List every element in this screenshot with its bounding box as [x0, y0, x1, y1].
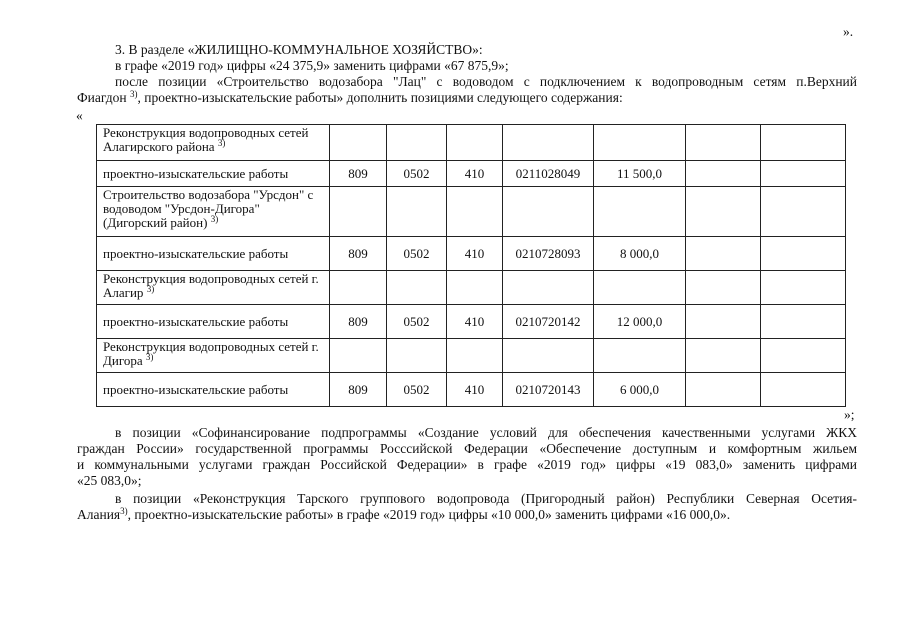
target-article-cell [503, 125, 594, 161]
ministry-code-cell [330, 339, 387, 373]
para2-line-1: в позиции «Реконструкция Тарского группового водопровода (Пригородный район) Республики Северная Осетия- [115, 491, 857, 506]
expense-type-cell: 410 [447, 305, 503, 339]
section-line-3-pre: Фиагдон [77, 90, 127, 105]
position-name-cell [97, 339, 330, 373]
ministry-code-cell [330, 187, 387, 237]
empty-cell [761, 125, 846, 161]
position-name-cell [97, 305, 330, 339]
expense-type-cell: 410 [447, 237, 503, 271]
table-row [97, 373, 846, 407]
position-name-cell [97, 373, 330, 407]
amount-cell [594, 271, 686, 305]
para1-line-3: и коммунальными услугами граждан Российской Федерации» в графе «2019 год» цифры «19 083,0» заменить цифрами [77, 457, 857, 472]
ministry-code-cell: 809 [330, 373, 387, 407]
footnote-mark: 3) [145, 352, 154, 362]
target-article-cell [503, 339, 594, 373]
empty-cell [686, 187, 761, 237]
empty-cell [686, 237, 761, 271]
table-row [97, 339, 846, 373]
section-line-3 [77, 90, 623, 106]
position-name-cell [97, 161, 330, 187]
target-article-cell: 0211028049 [503, 161, 594, 187]
section-line-3-post: , проектно-изыскательские работы» дополнить позициями следующего содержания: [137, 90, 623, 105]
ministry-code-cell: 809 [330, 237, 387, 271]
empty-cell [761, 373, 846, 407]
para1-line-2: граждан России» государственной программы Росссийской Федерации «Обеспечение доступным и комфортным жильем [77, 441, 857, 456]
table-row [97, 237, 846, 271]
position-name: проектно-изыскательские работы [103, 381, 289, 397]
amount-cell: 11 500,0 [594, 161, 686, 187]
section-code-cell: 0502 [387, 305, 447, 339]
empty-cell [686, 125, 761, 161]
empty-cell [761, 161, 846, 187]
table-open-quote: « [76, 108, 83, 123]
table-row [97, 271, 846, 305]
empty-cell [761, 305, 846, 339]
position-name-cell [97, 237, 330, 271]
expense-type-cell [447, 187, 503, 237]
position-name: проектно-изыскательские работы [103, 313, 289, 329]
ministry-code-cell [330, 271, 387, 305]
empty-cell [686, 339, 761, 373]
table-row [97, 305, 846, 339]
para2-line-2-pre: Алания [77, 507, 121, 522]
section-code-cell [387, 339, 447, 373]
para1-line-1: в позиции «Софинансирование подпрограммы «Создание условий для обеспечения качественными услугами ЖКХ [115, 425, 857, 440]
empty-cell [761, 271, 846, 305]
target-article-cell: 0210720143 [503, 373, 594, 407]
empty-cell [686, 373, 761, 407]
table-row [97, 125, 846, 161]
empty-cell [686, 305, 761, 339]
expense-type-cell [447, 125, 503, 161]
position-name-cell [97, 271, 330, 305]
amount-cell [594, 187, 686, 237]
ministry-code-cell: 809 [330, 305, 387, 339]
section-code-cell [387, 271, 447, 305]
ministry-code-cell [330, 125, 387, 161]
target-article-cell [503, 271, 594, 305]
section-code-cell [387, 125, 447, 161]
empty-cell [686, 271, 761, 305]
section-code-cell: 0502 [387, 373, 447, 407]
section-code-cell [387, 187, 447, 237]
section-line-1: в графе «2019 год» цифры «24 375,9» заменить цифрами «67 875,9»; [115, 58, 509, 73]
position-name: Реконструкция водопроводных сетей г. Алагир [103, 271, 319, 300]
amount-cell: 8 000,0 [594, 237, 686, 271]
expense-type-cell: 410 [447, 161, 503, 187]
empty-cell [761, 339, 846, 373]
top-closing-quote: ». [843, 24, 854, 39]
section-heading: 3. В разделе «ЖИЛИЩНО-КОММУНАЛЬНОЕ ХОЗЯЙСТВО»: [115, 42, 483, 57]
empty-cell [761, 187, 846, 237]
target-article-cell: 0210720142 [503, 305, 594, 339]
footnote-mark: 3) [217, 138, 226, 148]
section-line-2: после позиции «Строительство водозабора "Лац" с водоводом с подключением к водопроводным сетям п.Верхний [115, 74, 857, 89]
expense-type-cell [447, 271, 503, 305]
footnote-mark: 3) [210, 214, 219, 224]
expense-type-cell: 410 [447, 373, 503, 407]
section-code-cell: 0502 [387, 237, 447, 271]
table-close-quote: »; [844, 407, 855, 422]
empty-cell [686, 161, 761, 187]
position-name: проектно-изыскательские работы [103, 245, 289, 261]
para1-line-4: «25 083,0»; [77, 473, 142, 488]
position-name: Строительство водозабора "Урсдон" с водоводом "Урсдон-Дигора" (Дигорский район) [103, 187, 314, 230]
expense-type-cell [447, 339, 503, 373]
amount-cell: 6 000,0 [594, 373, 686, 407]
position-name: проектно-изыскательские работы [103, 165, 289, 181]
para2-line-2-post: , проектно-изыскательские работы» в графе «2019 год» цифры «10 000,0» заменить цифрами «16 000,0». [127, 507, 731, 522]
position-name-cell [97, 125, 330, 161]
table-row [97, 161, 846, 187]
footnote-mark: 3) [129, 89, 138, 99]
amount-cell: 12 000,0 [594, 305, 686, 339]
position-name-cell [97, 187, 330, 237]
target-article-cell [503, 187, 594, 237]
section-code-cell: 0502 [387, 161, 447, 187]
ministry-code-cell: 809 [330, 161, 387, 187]
target-article-cell: 0210728093 [503, 237, 594, 271]
empty-cell [761, 237, 846, 271]
position-name: Реконструкция водопроводных сетей Алагирского района [103, 125, 309, 154]
position-name: Реконструкция водопроводных сетей г. Дигора [103, 339, 319, 368]
footnote-mark: 3) [146, 284, 155, 294]
para2-line-2 [77, 507, 730, 523]
amount-cell [594, 339, 686, 373]
amendment-table [96, 124, 846, 407]
footnote-mark: 3) [120, 506, 128, 516]
amount-cell [594, 125, 686, 161]
table-row [97, 187, 846, 237]
